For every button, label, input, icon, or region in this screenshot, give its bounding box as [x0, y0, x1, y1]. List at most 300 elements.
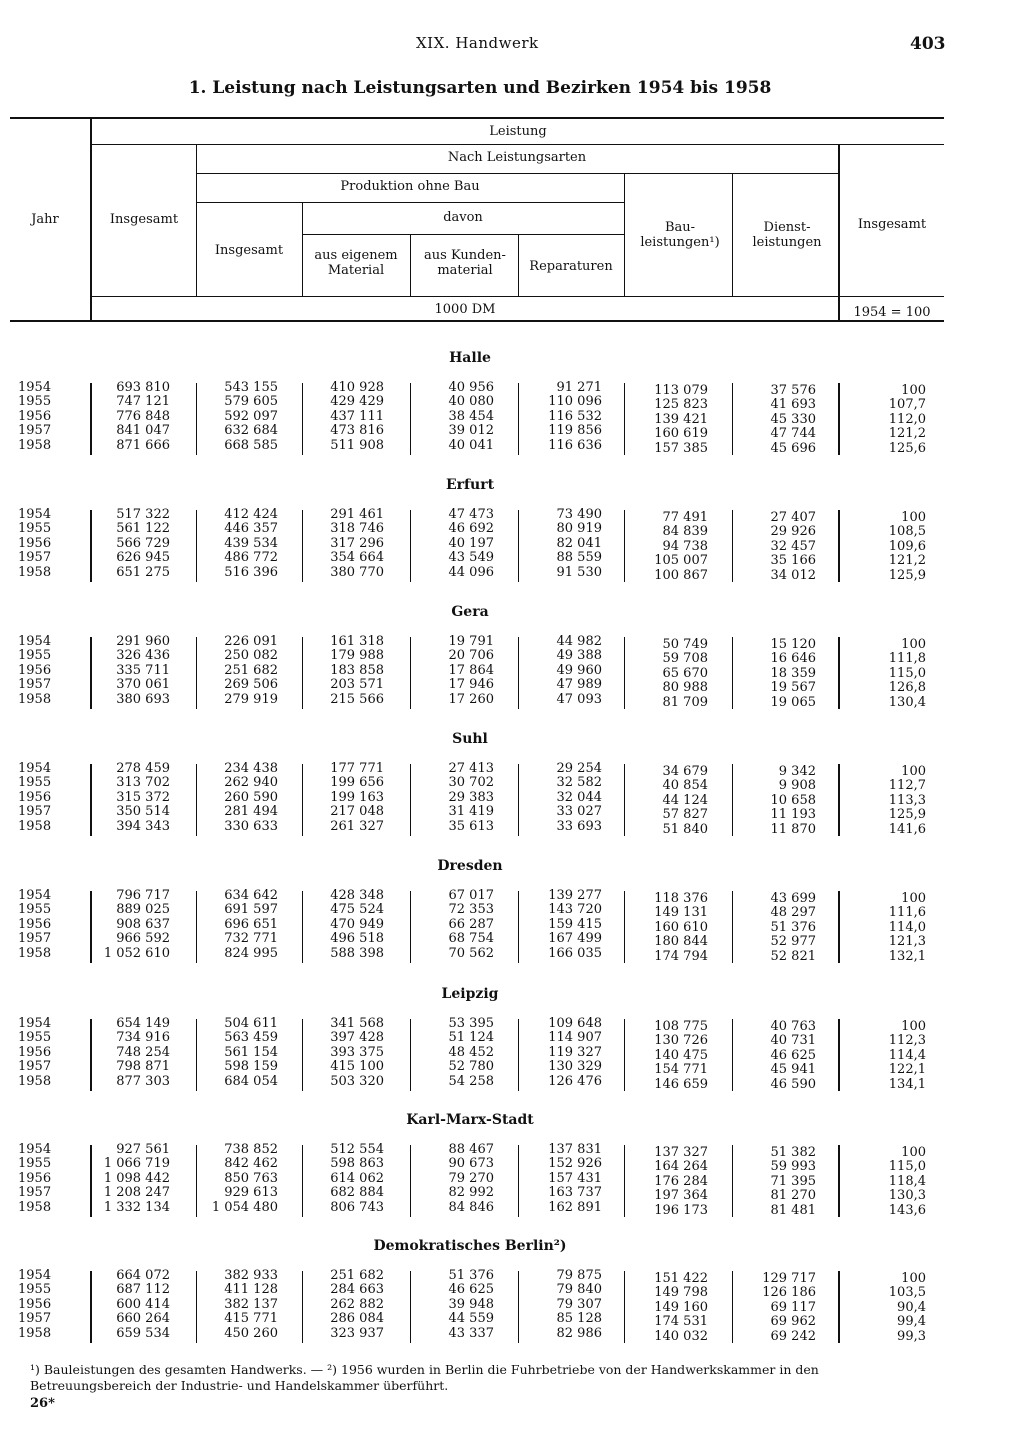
- value-cell: 114 907: [548, 1030, 602, 1046]
- column-separator: [302, 764, 303, 836]
- year-cell: 1955: [18, 1030, 52, 1046]
- value-cell: 44 559: [448, 1311, 494, 1327]
- value-cell: 51 840: [662, 821, 708, 837]
- value-cell: 29 383: [448, 789, 494, 805]
- value-cell: 16 646: [770, 651, 816, 667]
- value-cell: 380 770: [330, 564, 384, 580]
- value-cell: 410 928: [330, 380, 384, 395]
- value-cell: 99,3: [897, 1328, 926, 1344]
- running-head: [0, 34, 1024, 56]
- year-cell: 1956: [18, 408, 52, 424]
- value-cell: 543 155: [224, 380, 278, 395]
- value-cell: 52 821: [770, 948, 816, 964]
- year-cell: 1955: [18, 521, 52, 537]
- value-cell: 167 499: [548, 931, 602, 947]
- value-cell: 824 995: [224, 945, 278, 961]
- year-cell: 1958: [18, 691, 52, 707]
- value-cell: 450 260: [224, 1325, 278, 1341]
- value-cell: 1 098 442: [103, 1170, 170, 1186]
- value-cell: 114,0: [888, 919, 926, 935]
- column-aus-kundenmaterial: [410, 508, 494, 580]
- column-dienstleistungen: [732, 1272, 816, 1344]
- value-cell: 651 275: [116, 564, 170, 580]
- column-produktion-insgesamt: [196, 635, 278, 707]
- column-separator: [302, 1145, 303, 1217]
- column-separator: [732, 891, 733, 963]
- value-cell: 226 091: [224, 634, 278, 649]
- value-cell: 121,3: [888, 934, 926, 950]
- value-cell: 217 048: [330, 804, 384, 820]
- column-separator: [624, 1019, 625, 1091]
- column-separator: [90, 1145, 92, 1217]
- column-separator: [732, 764, 733, 836]
- value-cell: 91 530: [556, 564, 602, 580]
- hdr-aus-kundenmaterial: aus Kunden-material: [424, 248, 506, 278]
- column-reparaturen: [512, 381, 602, 453]
- column-separator: [302, 383, 303, 455]
- value-cell: 323 937: [330, 1325, 384, 1341]
- region-title: Suhl: [452, 731, 488, 747]
- value-cell: 90,4: [897, 1299, 926, 1315]
- value-cell: 850 763: [224, 1170, 278, 1186]
- value-cell: 82 986: [556, 1325, 602, 1341]
- year-cell: 1957: [18, 1059, 52, 1075]
- year-cell: 1956: [18, 535, 52, 551]
- column-aus-kundenmaterial: [410, 1143, 494, 1215]
- value-cell: 44 124: [662, 792, 708, 808]
- column-index: [840, 1020, 926, 1092]
- column-index: [840, 511, 926, 583]
- column-separator: [90, 764, 92, 836]
- value-cell: 149 160: [654, 1299, 708, 1315]
- value-cell: 59 993: [770, 1159, 816, 1175]
- value-cell: 113,3: [888, 792, 926, 808]
- vline-bau: [732, 174, 733, 296]
- column-separator: [518, 383, 519, 455]
- column-separator: [624, 383, 625, 455]
- column-aus-eigenem-material: [300, 1017, 384, 1089]
- value-cell: 140 032: [654, 1328, 708, 1344]
- value-cell: 79 875: [556, 1268, 602, 1283]
- column-produktion-insgesamt: [196, 762, 278, 834]
- value-cell: 57 827: [662, 807, 708, 823]
- year-cell: 1958: [18, 1073, 52, 1089]
- year-cell: 1954: [18, 634, 52, 649]
- value-cell: 157 431: [548, 1170, 602, 1186]
- value-cell: 45 330: [770, 411, 816, 427]
- column-separator: [90, 1271, 92, 1343]
- value-cell: 139 421: [654, 411, 708, 427]
- region-title: Gera: [451, 604, 489, 620]
- value-cell: 43 337: [448, 1325, 494, 1341]
- value-cell: 73 490: [556, 507, 602, 522]
- value-cell: 79 307: [556, 1296, 602, 1312]
- value-cell: 317 296: [330, 535, 384, 551]
- value-cell: 199 656: [330, 775, 384, 791]
- column-separator: [302, 1019, 303, 1091]
- column-separator: [624, 1271, 625, 1343]
- value-cell: 71 395: [770, 1173, 816, 1189]
- value-cell: 118 376: [654, 891, 708, 906]
- column-aus-eigenem-material: [300, 889, 384, 961]
- column-separator: [196, 383, 197, 455]
- hdr-dienstleistungen: Dienst-leistungen: [752, 220, 822, 250]
- value-cell: 776 848: [116, 408, 170, 424]
- value-cell: 91 271: [556, 380, 602, 395]
- value-cell: 40 041: [448, 437, 494, 453]
- value-cell: 598 159: [224, 1059, 278, 1075]
- value-cell: 278 459: [116, 761, 170, 776]
- column-produktion-insgesamt: [196, 1269, 278, 1341]
- value-cell: 732 771: [224, 931, 278, 947]
- value-cell: 734 916: [116, 1030, 170, 1046]
- value-cell: 67 017: [448, 888, 494, 903]
- value-cell: 44 096: [448, 564, 494, 580]
- value-cell: 32 582: [556, 775, 602, 791]
- value-cell: 437 111: [330, 408, 384, 424]
- value-cell: 251 682: [330, 1268, 384, 1283]
- value-cell: 132,1: [888, 948, 926, 964]
- rule-nach-leistungsarten: [196, 173, 838, 174]
- column-dienstleistungen: [732, 1020, 816, 1092]
- value-cell: 393 375: [330, 1044, 384, 1060]
- year-cell: 1958: [18, 1199, 52, 1215]
- value-cell: 46 625: [448, 1282, 494, 1298]
- value-cell: 125 823: [654, 397, 708, 413]
- value-cell: 41 693: [770, 397, 816, 413]
- hdr-index-base: 1954 = 100: [853, 305, 931, 320]
- value-cell: 842 462: [224, 1156, 278, 1172]
- region-title: Demokratisches Berlin²): [373, 1238, 567, 1254]
- column-index: [840, 384, 926, 456]
- value-cell: 1 052 610: [103, 945, 170, 961]
- header-bottom-rule: [10, 320, 944, 322]
- value-cell: 46 590: [770, 1076, 816, 1092]
- value-cell: 126 476: [548, 1073, 602, 1089]
- column-separator: [518, 1145, 519, 1217]
- column-separator: [410, 1019, 411, 1091]
- column-index: [840, 638, 926, 710]
- hdr-insgesamt: Insgesamt: [109, 212, 179, 227]
- value-cell: 130 329: [548, 1059, 602, 1075]
- year-cell: 1954: [18, 1268, 52, 1283]
- value-cell: 446 357: [224, 521, 278, 537]
- value-cell: 44 982: [556, 634, 602, 649]
- value-cell: 47 473: [448, 507, 494, 522]
- column-dienstleistungen: [732, 511, 816, 583]
- value-cell: 100: [901, 510, 926, 525]
- year-cell: 1957: [18, 423, 52, 439]
- top-rule: [10, 117, 944, 119]
- hdr-reparaturen: Reparaturen: [529, 259, 613, 274]
- column-bauleistungen: [620, 892, 708, 964]
- value-cell: 51 376: [770, 919, 816, 935]
- value-cell: 382 137: [224, 1296, 278, 1312]
- value-cell: 262 882: [330, 1296, 384, 1312]
- value-cell: 52 977: [770, 934, 816, 950]
- value-cell: 39 012: [448, 423, 494, 439]
- value-cell: 18 359: [770, 665, 816, 681]
- column-separator: [624, 1145, 625, 1217]
- column-separator: [624, 637, 625, 709]
- column-separator: [838, 891, 840, 963]
- column-separator: [732, 1145, 733, 1217]
- year-column: [18, 762, 64, 834]
- year-cell: 1956: [18, 1170, 52, 1186]
- value-cell: 806 743: [330, 1199, 384, 1215]
- column-reparaturen: [512, 1269, 602, 1341]
- value-cell: 107,7: [888, 397, 926, 413]
- value-cell: 162 891: [548, 1199, 602, 1215]
- column-separator: [196, 510, 197, 582]
- value-cell: 40 854: [662, 778, 708, 794]
- value-cell: 30 702: [448, 775, 494, 791]
- column-separator: [90, 637, 92, 709]
- value-cell: 11 870: [770, 821, 816, 837]
- value-cell: 261 327: [330, 818, 384, 834]
- year-cell: 1955: [18, 1282, 52, 1298]
- value-cell: 516 396: [224, 564, 278, 580]
- rule-produktion: [196, 202, 624, 203]
- hdr-unit-dm: 1000 DM: [434, 302, 496, 317]
- value-cell: 696 651: [224, 916, 278, 932]
- year-cell: 1954: [18, 507, 52, 522]
- value-cell: 693 810: [116, 380, 170, 395]
- value-cell: 125,6: [888, 440, 926, 456]
- value-cell: 110 096: [548, 394, 602, 410]
- value-cell: 65 670: [662, 665, 708, 681]
- column-index: [840, 1272, 926, 1344]
- value-cell: 415 100: [330, 1059, 384, 1075]
- column-separator: [196, 637, 197, 709]
- table-title: 1. Leistung nach Leistungsarten und Bezirken 1954 bis 1958: [188, 78, 772, 98]
- value-cell: 9 908: [778, 778, 816, 794]
- value-cell: 151 422: [654, 1271, 708, 1286]
- year-cell: 1958: [18, 564, 52, 580]
- value-cell: 112,0: [888, 411, 926, 427]
- value-cell: 179 988: [330, 648, 384, 664]
- value-cell: 35 613: [448, 818, 494, 834]
- value-cell: 927 561: [116, 1142, 170, 1157]
- column-dienstleistungen: [732, 1146, 816, 1218]
- value-cell: 561 122: [116, 521, 170, 537]
- column-insgesamt: [82, 762, 170, 834]
- value-cell: 796 717: [116, 888, 170, 903]
- value-cell: 473 816: [330, 423, 384, 439]
- column-separator: [518, 764, 519, 836]
- column-aus-eigenem-material: [300, 381, 384, 453]
- value-cell: 659 534: [116, 1325, 170, 1341]
- value-cell: 152 926: [548, 1156, 602, 1172]
- value-cell: 141,6: [888, 821, 926, 837]
- column-separator: [732, 1019, 733, 1091]
- column-bauleistungen: [620, 1272, 708, 1344]
- value-cell: 966 592: [116, 931, 170, 947]
- value-cell: 370 061: [116, 677, 170, 693]
- value-cell: 49 388: [556, 648, 602, 664]
- value-cell: 143,6: [888, 1202, 926, 1218]
- value-cell: 125,9: [888, 807, 926, 823]
- value-cell: 412 424: [224, 507, 278, 522]
- column-index: [840, 765, 926, 837]
- value-cell: 251 682: [224, 662, 278, 678]
- column-insgesamt: [82, 1143, 170, 1215]
- value-cell: 176 284: [654, 1173, 708, 1189]
- value-cell: 47 093: [556, 691, 602, 707]
- value-cell: 109 648: [548, 1016, 602, 1031]
- column-separator: [302, 1271, 303, 1343]
- value-cell: 32 044: [556, 789, 602, 805]
- column-insgesamt: [82, 1269, 170, 1341]
- value-cell: 486 772: [224, 550, 278, 566]
- value-cell: 100: [901, 891, 926, 906]
- value-cell: 126 186: [762, 1285, 816, 1301]
- column-separator: [196, 1019, 197, 1091]
- year-cell: 1958: [18, 437, 52, 453]
- value-cell: 82 041: [556, 535, 602, 551]
- value-cell: 129 717: [762, 1271, 816, 1286]
- value-cell: 66 287: [448, 916, 494, 932]
- value-cell: 70 562: [448, 945, 494, 961]
- value-cell: 197 364: [654, 1188, 708, 1204]
- column-bauleistungen: [620, 638, 708, 710]
- column-separator: [838, 383, 840, 455]
- value-cell: 119 856: [548, 423, 602, 439]
- value-cell: 103,5: [888, 1285, 926, 1301]
- column-separator: [90, 891, 92, 963]
- hdr-bauleistungen: Bau-leistungen¹): [640, 220, 720, 250]
- column-produktion-insgesamt: [196, 381, 278, 453]
- value-cell: 47 744: [770, 426, 816, 442]
- value-cell: 88 467: [448, 1142, 494, 1157]
- year-cell: 1954: [18, 761, 52, 776]
- value-cell: 113 079: [654, 383, 708, 398]
- value-cell: 183 858: [330, 662, 384, 678]
- column-bauleistungen: [620, 511, 708, 583]
- column-separator: [90, 510, 92, 582]
- value-cell: 88 559: [556, 550, 602, 566]
- vline-eigen: [410, 235, 411, 296]
- value-cell: 871 666: [116, 437, 170, 453]
- page-signature-mark: 26*: [30, 1396, 55, 1411]
- region-title: Karl-Marx-Stadt: [406, 1112, 534, 1128]
- year-cell: 1956: [18, 1296, 52, 1312]
- column-separator: [410, 383, 411, 455]
- value-cell: 177 771: [330, 761, 384, 776]
- column-reparaturen: [512, 889, 602, 961]
- value-cell: 122,1: [888, 1062, 926, 1078]
- value-cell: 100: [901, 1019, 926, 1034]
- column-separator: [196, 764, 197, 836]
- value-cell: 149 798: [654, 1285, 708, 1301]
- column-produktion-insgesamt: [196, 1017, 278, 1089]
- column-separator: [302, 510, 303, 582]
- value-cell: 139 277: [548, 888, 602, 903]
- year-column: [18, 508, 64, 580]
- value-cell: 350 514: [116, 804, 170, 820]
- year-cell: 1957: [18, 1185, 52, 1201]
- value-cell: 561 154: [224, 1044, 278, 1060]
- hdr-davon: davon: [443, 210, 483, 225]
- column-separator: [410, 1145, 411, 1217]
- value-cell: 196 173: [654, 1202, 708, 1218]
- column-bauleistungen: [620, 384, 708, 456]
- value-cell: 100: [901, 1271, 926, 1286]
- value-cell: 503 320: [330, 1073, 384, 1089]
- year-cell: 1955: [18, 1156, 52, 1172]
- value-cell: 660 264: [116, 1311, 170, 1327]
- hdr-nach-leistungsarten: Nach Leistungsarten: [447, 150, 587, 165]
- year-cell: 1954: [18, 1142, 52, 1157]
- year-column: [18, 889, 64, 961]
- value-cell: 37 576: [770, 383, 816, 398]
- value-cell: 512 554: [330, 1142, 384, 1157]
- value-cell: 69 117: [770, 1299, 816, 1315]
- rule-units: [92, 296, 944, 297]
- value-cell: 111,6: [888, 905, 926, 921]
- value-cell: 149 131: [654, 905, 708, 921]
- column-separator: [838, 1019, 840, 1091]
- value-cell: 687 112: [116, 1282, 170, 1298]
- value-cell: 111,8: [888, 651, 926, 667]
- value-cell: 43 549: [448, 550, 494, 566]
- value-cell: 747 121: [116, 394, 170, 410]
- column-insgesamt: [82, 381, 170, 453]
- value-cell: 160 619: [654, 426, 708, 442]
- value-cell: 40 731: [770, 1033, 816, 1049]
- value-cell: 496 518: [330, 931, 384, 947]
- value-cell: 691 597: [224, 902, 278, 918]
- value-cell: 100 867: [654, 567, 708, 583]
- value-cell: 108,5: [888, 524, 926, 540]
- value-cell: 53 395: [448, 1016, 494, 1031]
- value-cell: 52 780: [448, 1059, 494, 1075]
- value-cell: 119 327: [548, 1044, 602, 1060]
- value-cell: 260 590: [224, 789, 278, 805]
- value-cell: 313 702: [116, 775, 170, 791]
- value-cell: 330 633: [224, 818, 278, 834]
- value-cell: 908 637: [116, 916, 170, 932]
- year-cell: 1954: [18, 1016, 52, 1031]
- year-cell: 1955: [18, 902, 52, 918]
- region-title: Erfurt: [445, 477, 495, 493]
- value-cell: 382 933: [224, 1268, 278, 1283]
- column-aus-eigenem-material: [300, 1143, 384, 1215]
- value-cell: 34 679: [662, 764, 708, 779]
- column-separator: [624, 510, 625, 582]
- hdr-prod-insgesamt: Insgesamt: [214, 243, 284, 258]
- value-cell: 19 791: [448, 634, 494, 649]
- hdr-leistung: Leistung: [489, 124, 547, 139]
- value-cell: 284 663: [330, 1282, 384, 1298]
- column-produktion-insgesamt: [196, 889, 278, 961]
- value-cell: 20 706: [448, 648, 494, 664]
- value-cell: 19 567: [770, 680, 816, 696]
- value-cell: 46 692: [448, 521, 494, 537]
- hdr-aus-eigenem-material: aus eigenem Material: [314, 248, 398, 278]
- value-cell: 40 197: [448, 535, 494, 551]
- column-aus-eigenem-material: [300, 1269, 384, 1341]
- column-separator: [518, 1019, 519, 1091]
- year-cell: 1957: [18, 804, 52, 820]
- value-cell: 1 054 480: [211, 1199, 278, 1215]
- value-cell: 748 254: [116, 1044, 170, 1060]
- value-cell: 115,0: [888, 1159, 926, 1175]
- year-column: [18, 635, 64, 707]
- value-cell: 470 949: [330, 916, 384, 932]
- column-separator: [410, 1271, 411, 1343]
- value-cell: 19 065: [770, 694, 816, 710]
